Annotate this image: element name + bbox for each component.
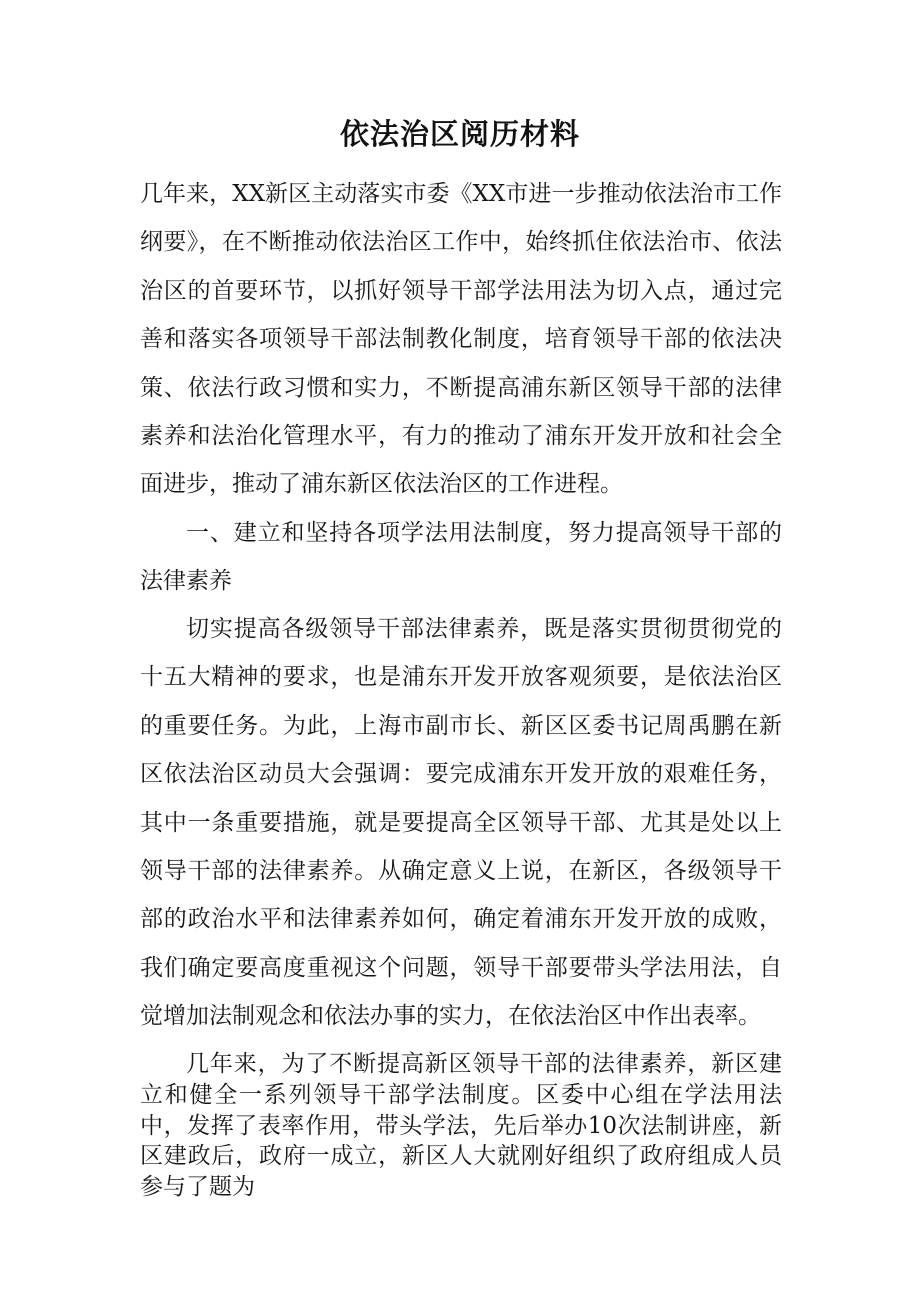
section-heading-1: 一、建立和坚持各项学法用法制度，努力提高领导干部的法律素养 [140,520,782,595]
paragraph-intro: 几年来，XX新区主动落实市委《XX市进一步推动依法治市工作纲要》，在不断推动依法治区工作中，始终抓住依法治市、依法治区的首要环节，以抓好领导干部学法用法为切入点，通过完善和落实各项领导干部法制教化制度，培育领导干部的依法决策、依法行政习惯和实力，不断提高浦东新区领导干部的法律素养和法治化管理水平，有力的推动了浦东开发开放和社会全面进步，推动了浦东新区依法治区的工作进程。 [140,181,782,498]
paragraph-section-1-continued: 几年来，为了不断提高新区领导干部的法律素养，新区建立和健全一系列领导干部学法制度。区委中心组在学法用法中，发挥了表率作用，带头学法，先后举办10次法制讲座，新区建政后，政府一成立，新区人大就刚好组织了政府组成人员参与了题为 [140,1051,782,1201]
document-title: 依法治区阅历材料 [339,117,580,151]
paragraph-section-1-body: 切实提高各级领导干部法律素养，既是落实贯彻贯彻党的十五大精神的要求，也是浦东开发开放客观须要，是依法治区的重要任务。为此，上海市副市长、新区区委书记周禹鹏在新区依法治区动员大会强调：要完成浦东开发开放的艰难任务，其中一条重要措施，就是要提高全区领导干部、尤其是处以上领导干部的法律素养。从确定意义上说，在新区，各级领导干部的政治水平和法律素养如何，确定着浦东开发开放的成败，我们确定要高度重视这个问题，领导干部要带头学法用法，自觉增加法制观念和依法办事的实力，在依法治区中作出表率。 [140,616,782,1030]
